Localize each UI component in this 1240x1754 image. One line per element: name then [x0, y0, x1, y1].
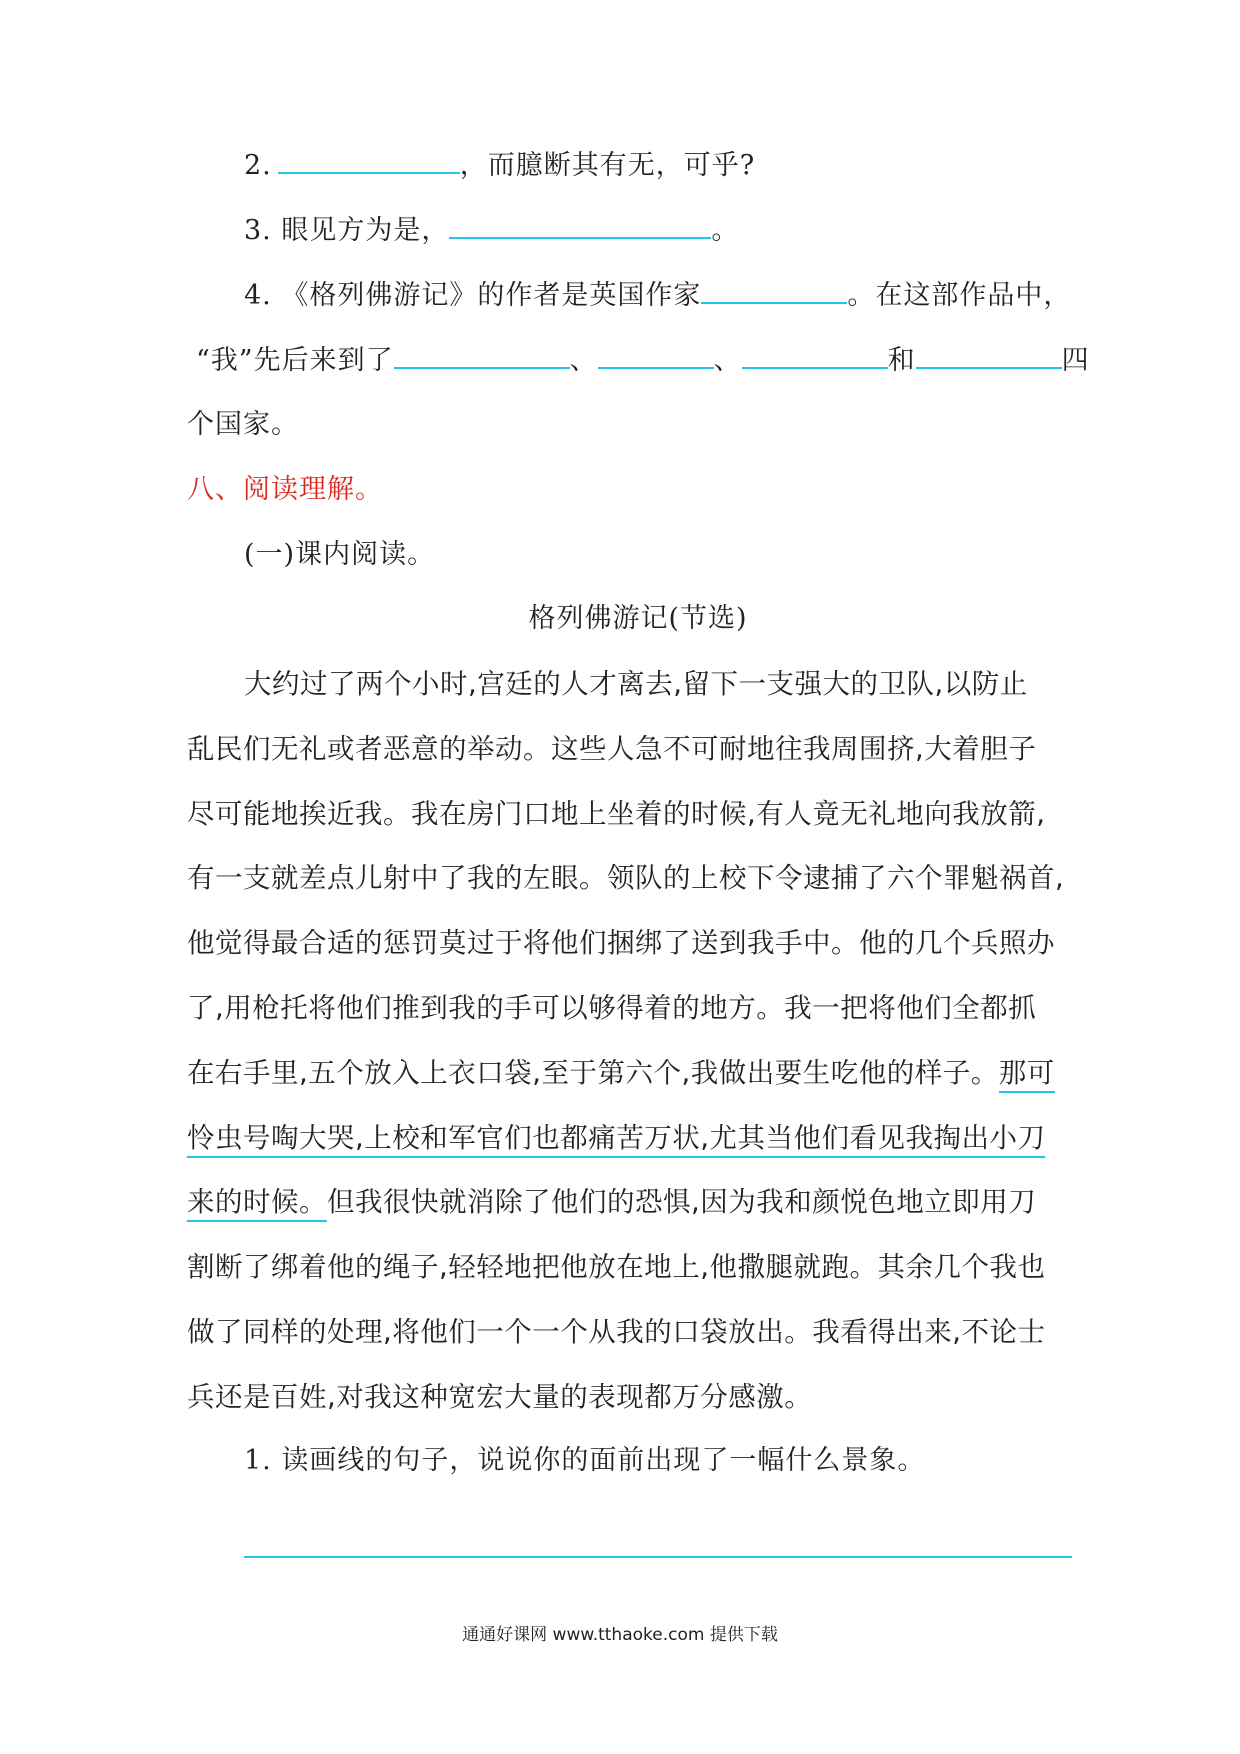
- q4-line2-prefix: “我”先后来到了: [196, 345, 394, 376]
- passage-line-7: [187, 1053, 1055, 1093]
- underlined-sentence-start: 那可: [999, 1057, 1055, 1093]
- passage-line-2: 乱民们无礼或者恶意的举动。这些人急不可耐地往我周围挤,大着胆子: [187, 733, 1037, 765]
- q2-blank[interactable]: [278, 146, 460, 174]
- passage-line-4: 有一支就差点儿射中了我的左眼。领队的上校下令逮捕了六个罪魁祸首,: [187, 862, 1065, 894]
- section-heading: 八、阅读理解。: [187, 474, 383, 505]
- passage-line-12: 兵还是百姓,对我这种宽宏大量的表现都万分感激。: [187, 1381, 813, 1413]
- underlined-sentence-middle: 怜虫号啕大哭,上校和军官们也都痛苦万状,尤其当他们看见我掏出小刀: [187, 1122, 1045, 1158]
- passage-line-3: 尽可能地挨近我。我在房门口地上坐着的时候,有人竟无礼地向我放箭,: [187, 798, 1046, 830]
- q4-country-blank-4[interactable]: [916, 341, 1062, 369]
- q2-text: ，而臆断其有无，可乎?: [459, 150, 756, 181]
- question-4: [244, 276, 1071, 316]
- passage-line-1: 大约过了两个小时,宫廷的人才离去,留下一支强大的卫队,以防止: [244, 668, 1028, 700]
- q3-text: 3. 眼见方为是，: [244, 215, 450, 246]
- passage-line-6: 了,用枪托将他们推到我的手可以够得着的地方。我一把将他们全都抓: [187, 992, 1037, 1024]
- q3-blank[interactable]: [449, 211, 711, 239]
- passage-line-10: 割断了绑着他的绳子,轻轻地把他放在地上,他撒腿就跑。其余几个我也: [187, 1251, 1046, 1283]
- reading-question-1: 1. 读画线的句子，说说你的面前出现了一幅什么景象。: [244, 1445, 926, 1476]
- passage-title: 格列佛游记(节选): [528, 603, 748, 634]
- passage-line-8: [187, 1118, 1045, 1158]
- question-2: [244, 146, 755, 186]
- q4-country-blank-1[interactable]: [394, 341, 570, 369]
- passage-line-7-plain: 在右手里,五个放入上衣口袋,至于第六个,我做出要生吃他的样子。: [187, 1057, 999, 1089]
- underlined-sentence-end: 来的时候。: [187, 1186, 327, 1222]
- q4-sep-2: 、: [713, 345, 742, 376]
- q4-sep-1: 、: [569, 345, 598, 376]
- q4-text: 4. 《格列佛游记》的作者是英国作家: [244, 280, 702, 311]
- answer-line[interactable]: [244, 1556, 1072, 1558]
- q4-country-blank-3[interactable]: [742, 341, 888, 369]
- passage-line-5: 他觉得最合适的惩罚莫过于将他们捆绑了送到我手中。他的几个兵照办: [187, 927, 1055, 959]
- question-3: [244, 211, 739, 251]
- section-subheading: (一)课内阅读。: [244, 539, 436, 570]
- footer-credit: 通通好课网 www.tthaoke.com 提供下载: [462, 1625, 778, 1645]
- passage-line-9: [187, 1182, 1036, 1222]
- q4-country-blank-2[interactable]: [598, 341, 714, 369]
- q3-end: 。: [711, 215, 740, 246]
- question-4-line3: 个国家。: [187, 409, 299, 440]
- passage-line-9-plain: 但我很快就消除了他们的恐惧,因为我和颜悦色地立即用刀: [327, 1186, 1037, 1218]
- q4-end: 四: [1061, 345, 1090, 376]
- q4-author-blank[interactable]: [701, 276, 847, 304]
- q2-number: 2.: [244, 150, 272, 181]
- passage-line-11: 做了同样的处理,将他们一个一个从我的口袋放出。我看得出来,不论士: [187, 1316, 1046, 1348]
- question-4-line2: [196, 341, 1090, 381]
- q4-text-after: 。在这部作品中，: [847, 280, 1072, 311]
- q4-and: 和: [887, 345, 916, 376]
